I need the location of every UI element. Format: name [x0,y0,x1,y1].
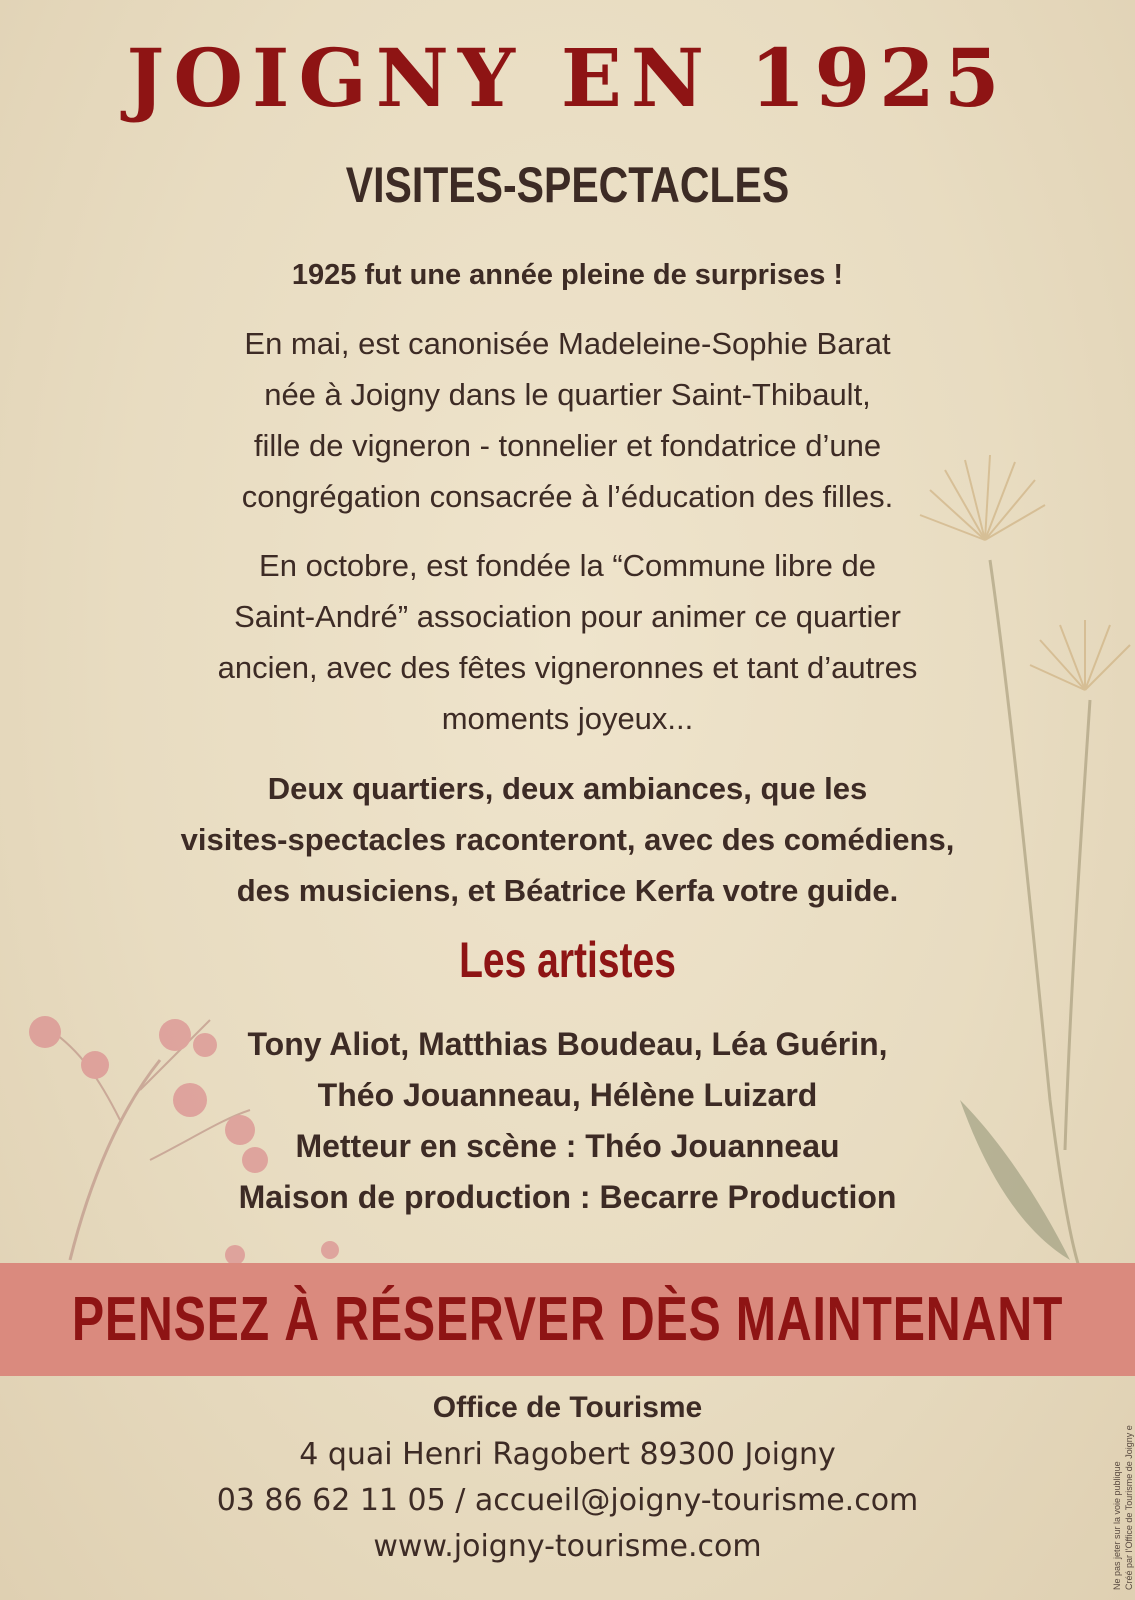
artists-line: Maison de production : Becarre Production [238,1179,897,1215]
paragraph-commune-libre [0,540,1135,744]
artists-list [0,1019,1135,1223]
side-note-credit: Créé par l’Office de Tourisme de Joigny e [1124,1425,1134,1590]
office-phone-email[interactable]: 03 86 62 11 05 / accueil@joigny-tourisme.com [216,1483,919,1518]
side-note-litter: Ne pas jeter sur la voie publique [1112,1461,1122,1590]
reservation-banner-text: PENSEZ À RÉSERVER DÈS MAINTENANT [71,1285,1064,1354]
main-title: JOIGNY EN 1925 [126,31,1009,125]
office-contact [0,1432,1135,1570]
paragraph-line: visites-spectacles raconteront, avec des comédiens, [180,822,955,857]
paragraph-two-quarters [0,763,1135,916]
side-note [1111,1360,1134,1590]
paragraph-line: née à Joigny dans le quartier Saint-Thibault, [264,377,871,412]
paragraph-line: moments joyeux... [441,701,694,736]
artists-line: Metteur en scène : Théo Jouanneau [295,1128,840,1164]
paragraph-line: En mai, est canonisée Madeleine-Sophie Barat [244,326,891,361]
paragraph-line: Saint-André” association pour animer ce quartier [234,599,901,634]
office-name: Office de Tourisme [432,1391,703,1424]
paragraph-line: En octobre, est fondée la “Commune libre de [259,548,876,583]
artists-line: Théo Jouanneau, Hélène Luizard [317,1077,818,1113]
paragraph-line: fille de vigneron - tonnelier et fondatrice d’une [253,428,882,463]
subtitle: VISITES-SPECTACLES [345,157,790,213]
artists-heading: Les artistes [459,932,676,988]
paragraph-line: congrégation consacrée à l’éducation des filles. [241,479,894,514]
office-website-link[interactable]: www.joigny-tourisme.com [373,1529,762,1564]
office-address: 4 quai Henri Ragobert 89300 Joigny [299,1437,836,1472]
reservation-banner [0,1263,1135,1376]
artists-line: Tony Aliot, Matthias Boudeau, Léa Guérin, [247,1026,888,1062]
paragraph-line: ancien, avec des fêtes vigneronnes et tant d’autres [217,650,918,685]
paragraph-line: des musiciens, et Béatrice Kerfa votre guide. [236,873,899,908]
intro-text: 1925 fut une année pleine de surprises ! [291,259,844,291]
paragraph-canonisation [0,318,1135,522]
paragraph-line: Deux quartiers, deux ambiances, que les [267,771,868,806]
